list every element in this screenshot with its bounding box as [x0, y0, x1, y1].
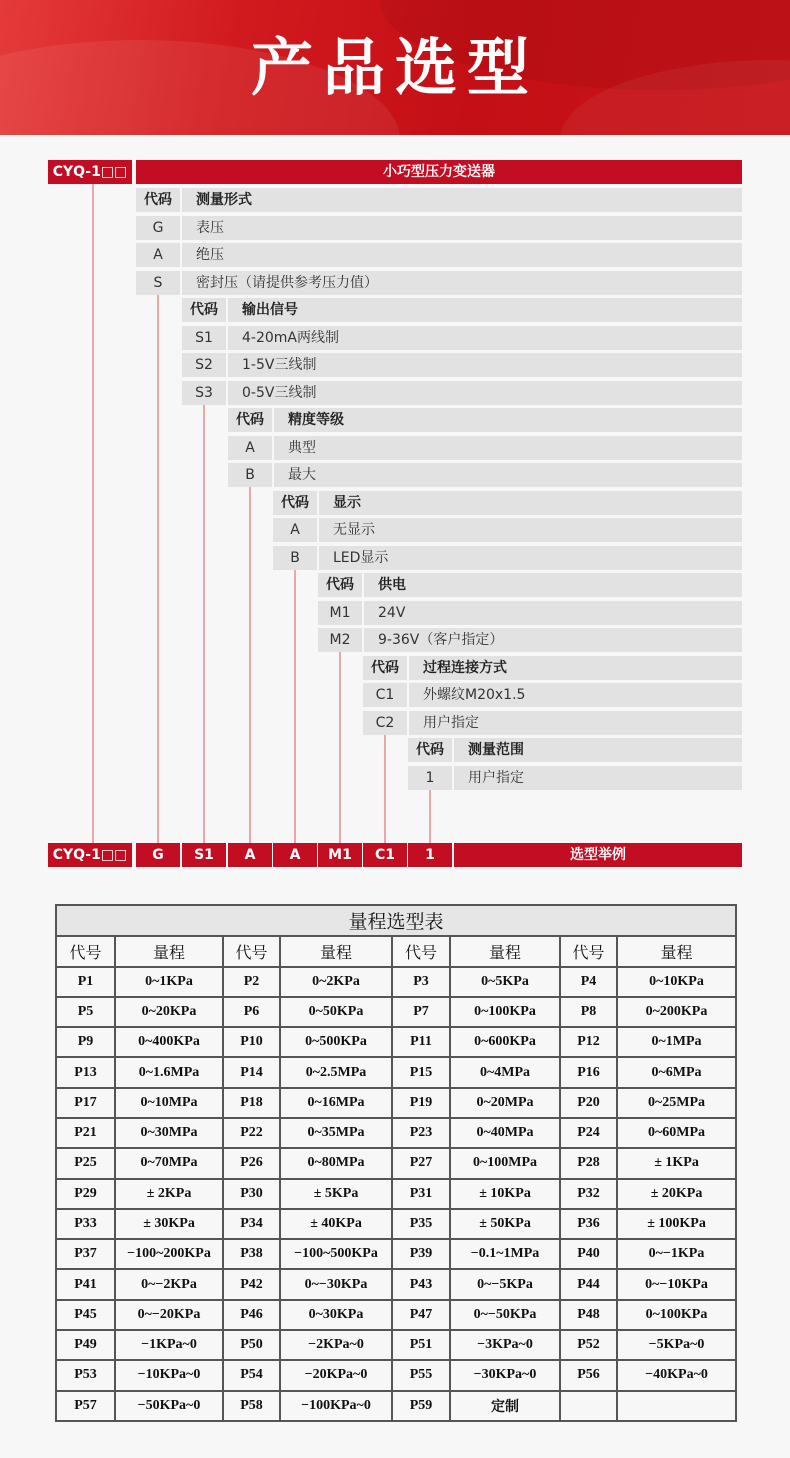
range-value: 0~70MPa	[115, 1148, 223, 1178]
option-code: M1	[318, 601, 362, 625]
range-value: 0~10KPa	[617, 967, 736, 997]
range-value: −40KPa~0	[617, 1360, 736, 1390]
range-value: 0~30KPa	[280, 1300, 392, 1330]
option-label: 表压	[182, 216, 742, 240]
range-value: 0~2KPa	[280, 967, 392, 997]
example-prefix: CYQ-1□□	[48, 843, 132, 867]
range-code: P31	[392, 1179, 450, 1209]
title-banner	[0, 0, 790, 135]
group-header-code: 代码	[136, 188, 180, 212]
option-label: 最大	[274, 463, 742, 487]
range-value: ± 100KPa	[617, 1209, 736, 1239]
option-label: 用户指定	[409, 711, 742, 735]
range-code: P32	[560, 1179, 617, 1209]
range-value: ± 30KPa	[115, 1209, 223, 1239]
option-label: 9-36V（客户指定）	[364, 628, 742, 652]
range-value: 0~60MPa	[617, 1118, 736, 1148]
column-header-code: 代号	[56, 936, 115, 966]
range-value: −2KPa~0	[280, 1330, 392, 1360]
option-label: 用户指定	[454, 766, 742, 790]
range-value: ± 1KPa	[617, 1148, 736, 1178]
range-code: P19	[392, 1088, 450, 1118]
range-code: P27	[392, 1148, 450, 1178]
option-code: A	[228, 436, 272, 460]
range-code: P13	[56, 1057, 115, 1087]
range-code: P21	[56, 1118, 115, 1148]
range-value: ± 10KPa	[450, 1179, 560, 1209]
connector-line	[249, 487, 251, 843]
range-code: P1	[56, 967, 115, 997]
range-code: P45	[56, 1300, 115, 1330]
range-code: P46	[223, 1300, 280, 1330]
range-code: P28	[560, 1148, 617, 1178]
range-value: −10KPa~0	[115, 1360, 223, 1390]
table-row	[56, 1027, 736, 1057]
range-value: 0~400KPa	[115, 1027, 223, 1057]
range-code: P59	[392, 1391, 450, 1421]
range-code: P50	[223, 1330, 280, 1360]
range-value: 0~6MPa	[617, 1057, 736, 1087]
table-row	[56, 1179, 736, 1209]
range-code: P25	[56, 1148, 115, 1178]
column-header-range: 量程	[450, 936, 560, 966]
range-code: P11	[392, 1027, 450, 1057]
range-value: ± 20KPa	[617, 1179, 736, 1209]
range-code: P16	[560, 1057, 617, 1087]
range-value: 0~100KPa	[450, 997, 560, 1027]
example-code: C1	[363, 843, 407, 867]
table-row	[56, 1391, 736, 1421]
connector-line	[429, 790, 431, 844]
option-code: C2	[363, 711, 407, 735]
group-header-label: 测量范围	[454, 738, 742, 762]
range-code: P2	[223, 967, 280, 997]
range-value: 0~40MPa	[450, 1118, 560, 1148]
column-header-range: 量程	[280, 936, 392, 966]
group-header-label: 显示	[319, 491, 742, 515]
range-value: −20KPa~0	[280, 1360, 392, 1390]
option-code: S3	[182, 381, 226, 405]
connector-line	[384, 735, 386, 844]
model-prefix: CYQ-1□□	[48, 160, 132, 184]
option-code: M2	[318, 628, 362, 652]
range-value: 0~−20KPa	[115, 1300, 223, 1330]
option-label: 绝压	[182, 243, 742, 267]
example-label: 选型举例	[454, 843, 742, 867]
range-value: 0~−5KPa	[450, 1269, 560, 1299]
table-row	[56, 1209, 736, 1239]
group-header-label: 输出信号	[228, 298, 742, 322]
example-code: M1	[318, 843, 362, 867]
range-value: ± 50KPa	[450, 1209, 560, 1239]
range-code: P26	[223, 1148, 280, 1178]
column-header-code: 代号	[223, 936, 280, 966]
range-value: −100~500KPa	[280, 1239, 392, 1269]
range-code: P17	[56, 1088, 115, 1118]
range-value: −1KPa~0	[115, 1330, 223, 1360]
range-code: P51	[392, 1330, 450, 1360]
range-code: P7	[392, 997, 450, 1027]
range-code: P58	[223, 1391, 280, 1421]
range-value: 0~20MPa	[450, 1088, 560, 1118]
range-value: 0~1.6MPa	[115, 1057, 223, 1087]
option-label: 1-5V三线制	[228, 353, 742, 377]
range-value: 0~600KPa	[450, 1027, 560, 1057]
range-value: −30KPa~0	[450, 1360, 560, 1390]
range-value: 0~5KPa	[450, 967, 560, 997]
range-code: P49	[56, 1330, 115, 1360]
column-header-range: 量程	[115, 936, 223, 966]
option-label: 无显示	[319, 518, 742, 542]
range-code: P24	[560, 1118, 617, 1148]
range-value: −50KPa~0	[115, 1391, 223, 1421]
range-table-title: 量程选型表	[56, 905, 736, 936]
range-value: 0~−2KPa	[115, 1269, 223, 1299]
example-code: A	[273, 843, 317, 867]
range-code: P34	[223, 1209, 280, 1239]
option-code: G	[136, 216, 180, 240]
range-code: P47	[392, 1300, 450, 1330]
range-code: P38	[223, 1239, 280, 1269]
option-label: 密封压（请提供参考压力值）	[182, 271, 742, 295]
range-value: 0~4MPa	[450, 1057, 560, 1087]
range-code: P3	[392, 967, 450, 997]
range-value: 0~35MPa	[280, 1118, 392, 1148]
range-code: P52	[560, 1330, 617, 1360]
range-code: P8	[560, 997, 617, 1027]
table-row	[56, 1269, 736, 1299]
group-header-label: 过程连接方式	[409, 656, 742, 680]
column-header-range: 量程	[617, 936, 736, 966]
table-row	[56, 1057, 736, 1087]
range-value: 0~16MPa	[280, 1088, 392, 1118]
range-value: ± 40KPa	[280, 1209, 392, 1239]
range-value: 0~500KPa	[280, 1027, 392, 1057]
column-header-code: 代号	[560, 936, 617, 966]
connector-line	[294, 570, 296, 844]
range-code: P29	[56, 1179, 115, 1209]
range-code: P18	[223, 1088, 280, 1118]
option-label: 外螺纹M20x1.5	[409, 683, 742, 707]
option-code: C1	[363, 683, 407, 707]
range-code: P5	[56, 997, 115, 1027]
option-label: LED显示	[319, 546, 742, 570]
range-value: 0~25MPa	[617, 1088, 736, 1118]
range-value: 0~2.5MPa	[280, 1057, 392, 1087]
page-title: 产品选型	[250, 31, 539, 104]
table-row	[56, 1088, 736, 1118]
table-row	[56, 1148, 736, 1178]
range-value: ± 5KPa	[280, 1179, 392, 1209]
range-code: P9	[56, 1027, 115, 1057]
range-value: −3KPa~0	[450, 1330, 560, 1360]
range-code: P36	[560, 1209, 617, 1239]
range-code: P42	[223, 1269, 280, 1299]
group-header-label: 精度等级	[274, 408, 742, 432]
table-row	[56, 967, 736, 997]
option-code: 1	[408, 766, 452, 790]
range-code: P39	[392, 1239, 450, 1269]
range-code: P6	[223, 997, 280, 1027]
range-value: −100~200KPa	[115, 1239, 223, 1269]
range-code: P55	[392, 1360, 450, 1390]
range-code: P57	[56, 1391, 115, 1421]
range-value: 0~100MPa	[450, 1148, 560, 1178]
range-value: 0~10MPa	[115, 1088, 223, 1118]
group-header-label: 测量形式	[182, 188, 742, 212]
connector-line	[339, 652, 341, 843]
option-label: 典型	[274, 436, 742, 460]
connector-line	[203, 405, 205, 844]
option-code: B	[273, 546, 317, 570]
range-value: 0~50KPa	[280, 997, 392, 1027]
option-code: S	[136, 271, 180, 295]
range-value: −5KPa~0	[617, 1330, 736, 1360]
range-code: P41	[56, 1269, 115, 1299]
option-label: 24V	[364, 601, 742, 625]
range-value: 0~1KPa	[115, 967, 223, 997]
range-code: P12	[560, 1027, 617, 1057]
range-code: P48	[560, 1300, 617, 1330]
example-code: S1	[182, 843, 226, 867]
table-row	[56, 1360, 736, 1390]
range-code: P53	[56, 1360, 115, 1390]
range-code: P4	[560, 967, 617, 997]
range-value	[617, 1391, 736, 1421]
table-row	[56, 1300, 736, 1330]
range-code: P44	[560, 1269, 617, 1299]
option-code: A	[273, 518, 317, 542]
range-code	[560, 1391, 617, 1421]
option-label: 4-20mA两线制	[228, 326, 742, 350]
range-code: P14	[223, 1057, 280, 1087]
group-header-code: 代码	[363, 656, 407, 680]
group-header-code: 代码	[273, 491, 317, 515]
group-header-code: 代码	[318, 573, 362, 597]
group-header-code: 代码	[182, 298, 226, 322]
range-value: 0~100KPa	[617, 1300, 736, 1330]
range-code: P40	[560, 1239, 617, 1269]
range-value: 0~80MPa	[280, 1148, 392, 1178]
range-code: P56	[560, 1360, 617, 1390]
range-code: P15	[392, 1057, 450, 1087]
range-code: P35	[392, 1209, 450, 1239]
column-header-code: 代号	[392, 936, 450, 966]
example-code: A	[228, 843, 272, 867]
option-label: 0-5V三线制	[228, 381, 742, 405]
range-code: P30	[223, 1179, 280, 1209]
option-code: S1	[182, 326, 226, 350]
range-value: ± 2KPa	[115, 1179, 223, 1209]
range-value: 定制	[450, 1391, 560, 1421]
range-value: 0~20KPa	[115, 997, 223, 1027]
range-value: 0~200KPa	[617, 997, 736, 1027]
group-header-label: 供电	[364, 573, 742, 597]
range-value: 0~1MPa	[617, 1027, 736, 1057]
group-header-code: 代码	[228, 408, 272, 432]
range-value: 0~−50KPa	[450, 1300, 560, 1330]
range-code: P10	[223, 1027, 280, 1057]
range-code: P20	[560, 1088, 617, 1118]
range-value: 0~−30KPa	[280, 1269, 392, 1299]
example-code: 1	[408, 843, 452, 867]
option-code: A	[136, 243, 180, 267]
table-row	[56, 1330, 736, 1360]
range-value: 0~−10KPa	[617, 1269, 736, 1299]
connector-line	[157, 295, 159, 844]
range-code: P37	[56, 1239, 115, 1269]
range-value: −100KPa~0	[280, 1391, 392, 1421]
range-value: 0~−1KPa	[617, 1239, 736, 1269]
table-row	[56, 1118, 736, 1148]
range-value: 0~30MPa	[115, 1118, 223, 1148]
connector-line	[92, 184, 94, 843]
table-row	[56, 997, 736, 1027]
option-code: B	[228, 463, 272, 487]
table-row	[56, 1239, 736, 1269]
product-name: 小巧型压力变送器	[136, 160, 742, 184]
option-code: S2	[182, 353, 226, 377]
range-code: P33	[56, 1209, 115, 1239]
range-code: P43	[392, 1269, 450, 1299]
group-header-code: 代码	[408, 738, 452, 762]
range-code: P22	[223, 1118, 280, 1148]
range-code: P54	[223, 1360, 280, 1390]
range-value: −0.1~1MPa	[450, 1239, 560, 1269]
range-selection-table	[55, 904, 737, 1422]
range-code: P23	[392, 1118, 450, 1148]
example-code: G	[136, 843, 180, 867]
